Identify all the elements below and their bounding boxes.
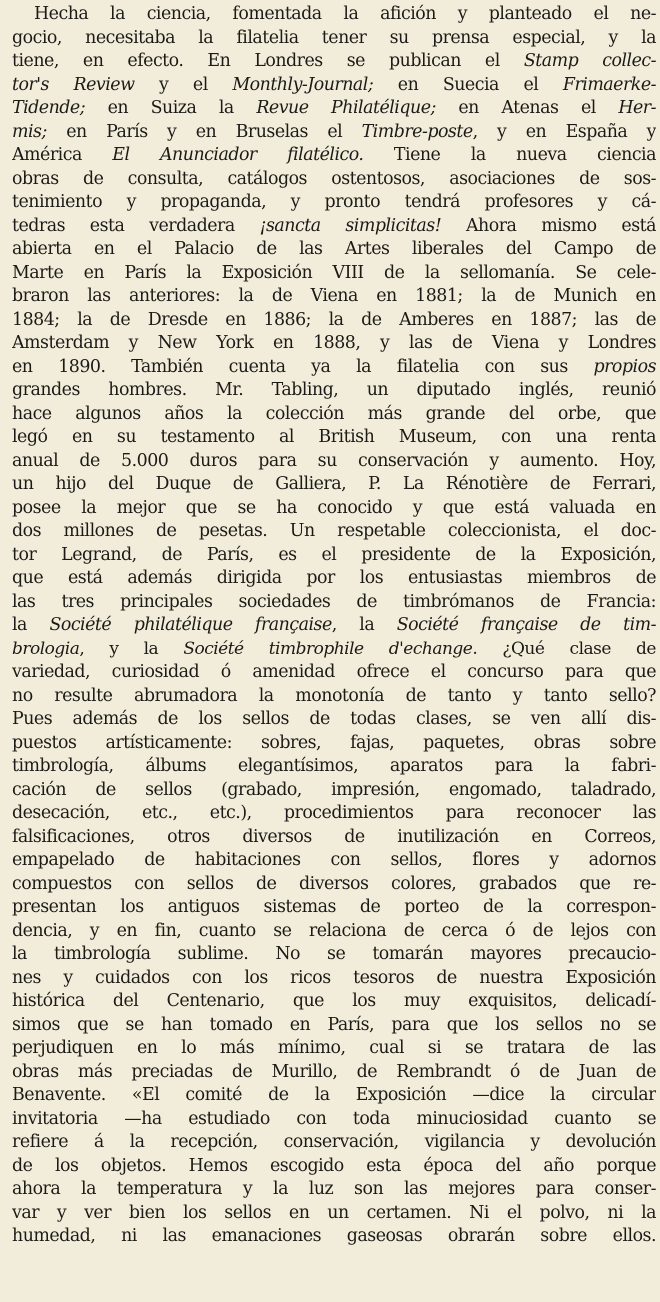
- text-run: nes y cuidados con los ricos tesoros de nuestra Exposición: [12, 967, 656, 988]
- text-line: [12, 614, 656, 638]
- text-run: en Suecia el: [373, 74, 563, 95]
- text-line: [12, 1061, 656, 1085]
- text-line: [12, 191, 656, 215]
- text-line: [12, 685, 656, 709]
- text-run: braron las anteriores: la de Viena en 1881; la de Munich en: [12, 286, 656, 306]
- text-line: [12, 1225, 656, 1249]
- italic-text: Société timbrophile d'echange: [183, 638, 473, 659]
- text-line: [12, 661, 656, 685]
- text-run: obras de consulta, catálogos ostentosos, asociaciones de sos-: [12, 168, 656, 189]
- text-line: [12, 238, 656, 262]
- text-run: desecación, etc., etc.), procedimientos para reconocer las: [12, 803, 656, 823]
- text-run: en Suiza la: [85, 98, 257, 118]
- text-line: [12, 121, 656, 145]
- italic-text: Revue Philatélique;: [256, 98, 436, 118]
- text-line: [12, 1202, 656, 1226]
- italic-text: Stamp collec-: [523, 51, 656, 71]
- text-run: no resulte abrumadora la monotonía de tanto y tanto sello?: [12, 685, 656, 706]
- text-run: invitatoria —ha estudiado con toda minuciosidad cuanto se: [12, 1108, 656, 1129]
- text-run: obras más preciadas de Murillo, de Rembrandt ó de Juan de: [12, 1061, 656, 1082]
- italic-text: Her-: [618, 98, 656, 118]
- text-run: , la: [331, 615, 397, 635]
- text-run: . ¿Qué clase de: [472, 638, 656, 659]
- text-line: [12, 708, 656, 732]
- text-run: dos millones de pesetas. Un respetable coleccionista, el doc-: [12, 521, 656, 541]
- text-run: abierta en el Palacio de las Artes liberales del Campo de: [12, 239, 656, 259]
- italic-text: ¡sancta simplicitas!: [259, 215, 442, 236]
- text-run: puestos artísticamente: sobres, fajas, paquetes, obras sobre: [12, 732, 656, 753]
- text-line: [12, 356, 656, 380]
- text-line: [12, 403, 656, 427]
- text-run: que está además dirigida por los entusiastas miembros de: [12, 568, 656, 588]
- text-run: y el: [134, 74, 233, 95]
- text-run: , y la: [79, 638, 184, 659]
- text-line: [12, 1155, 656, 1179]
- text-run: humedad, ni las emanaciones gaseosas obrarán sobre ellos.: [12, 1226, 656, 1246]
- text-run: gocio, necesitaba la filatelia tener su prensa especial, y la: [12, 27, 656, 48]
- text-run: 1884; la de Dresde en 1886; la de Amberes en 1887; las de: [12, 309, 656, 330]
- text-run: legó en su testamento al British Museum, con una renta: [12, 427, 656, 447]
- text-line: [12, 332, 656, 356]
- text-run: presentan los antiguos sistemas de porteo de la correspon-: [12, 897, 656, 917]
- text-line: [12, 426, 656, 450]
- text-line: [12, 473, 656, 497]
- text-run: refiere á la recepción, conservación, vigilancia y devolución: [12, 1132, 656, 1152]
- text-run: empapelado de habitaciones con sellos, flores y adornos: [12, 850, 656, 870]
- italic-text: propios: [593, 356, 656, 377]
- text-run: Marte en París la Exposición VIII de la sellomanía. Se cele-: [12, 262, 656, 283]
- text-run: grandes hombres. Mr. Tabling, un diputado inglés, reunió: [12, 380, 656, 400]
- text-line: [12, 638, 656, 662]
- text-line: [12, 27, 656, 51]
- italic-text: Monthly-Journal;: [232, 74, 374, 95]
- text-run: ahora la temperatura y la luz son las mejores para conser-: [12, 1179, 656, 1199]
- text-run: hace algunos años la colección más grande del orbe, que: [12, 403, 656, 424]
- text-line: [12, 74, 656, 98]
- text-line: [12, 97, 656, 121]
- italic-text: Société philatélique française: [49, 615, 332, 635]
- text-line: [12, 1084, 656, 1108]
- text-run: en París y en Bruselas el: [46, 121, 362, 142]
- text-line: [12, 1178, 656, 1202]
- text-run: la: [12, 615, 50, 635]
- text-line: [12, 967, 656, 991]
- italic-text: Timbre-poste: [361, 121, 473, 142]
- text-line: [12, 168, 656, 192]
- italic-text: mis;: [12, 121, 47, 142]
- text-run: Amsterdam y New York en 1888, y las de Viena y Londres: [12, 333, 656, 353]
- text-run: tenimiento y propaganda, y pronto tendrá profesores y cá-: [12, 192, 656, 212]
- text-run: anual de 5.000 duros para su conservación y aumento. Hoy,: [12, 450, 656, 471]
- text-line: [12, 215, 656, 239]
- text-line: [12, 591, 656, 615]
- text-run: compuestos con sellos de diversos colores, grabados que re-: [12, 873, 656, 894]
- text-line: [12, 755, 656, 779]
- text-line: [12, 285, 656, 309]
- text-line: [12, 1108, 656, 1132]
- italic-text: Société française de tim-: [396, 615, 656, 635]
- text-line: [12, 520, 656, 544]
- text-line: [12, 544, 656, 568]
- text-line: [12, 379, 656, 403]
- text-line: [12, 779, 656, 803]
- italic-text: Tidende;: [12, 98, 86, 118]
- text-line: [12, 896, 656, 920]
- text-run: histórica del Centenario, que los muy exquisitos, delicadí-: [12, 991, 656, 1011]
- italic-text: Frimaerke-: [562, 74, 656, 95]
- text-run: América: [12, 145, 113, 165]
- text-run: de los objetos. Hemos escogido esta época del año porque: [12, 1155, 656, 1176]
- text-run: Ahora mismo está: [441, 215, 656, 236]
- text-line: [12, 849, 656, 873]
- text-run: cación de sellos (grabado, impresión, engomado, taladrado,: [12, 779, 656, 800]
- text-run: falsificaciones, otros diversos de inutilización en Correos,: [12, 826, 656, 847]
- text-run: , y en España y: [472, 121, 656, 142]
- text-line: [12, 943, 656, 967]
- text-run: Tiene la nueva ciencia: [363, 145, 656, 165]
- article-paragraph: [12, 3, 656, 1249]
- text-line: [12, 309, 656, 333]
- text-run: var y ver bien los sellos en un certamen. Ni el polvo, ni la: [12, 1202, 656, 1223]
- text-run: perjudiquen en lo más mínimo, cual si se tratara de las: [12, 1038, 656, 1058]
- text-line: [12, 1131, 656, 1155]
- text-run: un hijo del Duque de Galliera, P. La Rénotière de Ferrari,: [12, 474, 656, 494]
- text-line: [12, 802, 656, 826]
- text-run: posee la mejor que se ha conocido y que está valuada en: [12, 497, 656, 518]
- italic-text: El Anunciador filatélico.: [112, 145, 364, 165]
- text-run: timbrología, álbums elegantísimos, aparatos para la fabri-: [12, 756, 656, 776]
- text-run: tiene, en efecto. En Londres se publican el: [12, 51, 524, 71]
- text-run: variedad, curiosidad ó amenidad ofrece el concurso para que: [12, 662, 656, 682]
- text-run: Pues además de los sellos de todas clases, se ven allí dis-: [12, 709, 656, 729]
- text-line: [12, 990, 656, 1014]
- text-line: [12, 450, 656, 474]
- text-run: en 1890. También cuenta ya la filatelia con sus: [12, 356, 594, 377]
- text-line: [12, 873, 656, 897]
- text-line: [12, 567, 656, 591]
- italic-text: tor's Review: [12, 74, 135, 95]
- text-line: [12, 497, 656, 521]
- text-line: [12, 144, 656, 168]
- italic-text: brologia: [12, 638, 80, 659]
- text-run: la timbrología sublime. No se tomarán mayores precaucio-: [12, 944, 656, 964]
- text-run: Benavente. «El comité de la Exposición —dice la circular: [12, 1085, 656, 1105]
- text-line: [12, 826, 656, 850]
- text-run: simos que se han tomado en París, para que los sellos no se: [12, 1014, 656, 1035]
- text-run: dencia, y en fin, cuanto se relaciona de cerca ó de lejos con: [12, 920, 656, 941]
- text-line: [12, 1037, 656, 1061]
- text-run: tedras esta verdadera: [12, 215, 260, 236]
- text-line: [12, 50, 656, 74]
- text-line: [12, 920, 656, 944]
- text-run: en Atenas el: [435, 98, 619, 118]
- text-run: Hecha la ciencia, fomentada la afición y planteado el ne-: [34, 4, 656, 24]
- text-line: [12, 1014, 656, 1038]
- text-run: las tres principales sociedades de timbrómanos de Francia:: [12, 591, 656, 612]
- text-line: [12, 3, 656, 27]
- text-run: tor Legrand, de París, es el presidente de la Exposición,: [12, 544, 656, 565]
- text-line: [12, 262, 656, 286]
- text-line: [12, 732, 656, 756]
